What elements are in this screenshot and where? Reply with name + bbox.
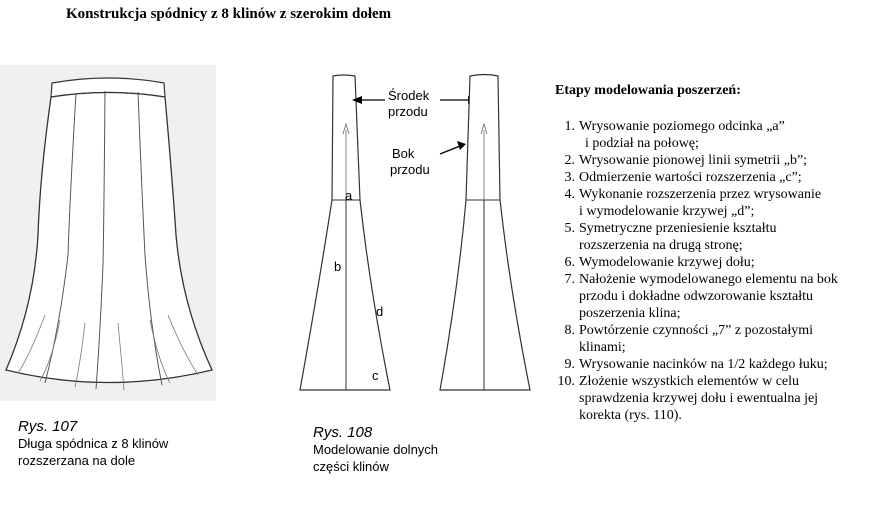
figure-107-caption [18, 418, 168, 469]
figure-107-skirt-drawing [0, 65, 216, 401]
arrow-bok-icon [440, 141, 466, 154]
step-item: 1. Wrysowanie poziomego odcinka „a” i podział na połowę; [564, 119, 785, 151]
steps-list [555, 118, 890, 424]
step-item: 6. Wymodelowanie krzywej dołu; [564, 255, 755, 270]
step-item: 10. Złożenie wszystkich elementów w celu sprawdzenia krzywej dołu i ewentualna jej korekta (rys. 110). [557, 374, 819, 423]
step-item: 9. Wrysowanie nacinków na 1/2 każdego łuku; [564, 357, 828, 372]
steps-title: Etapy modelowania poszerzeń: [555, 83, 741, 98]
label-bok-line2: przodu [390, 162, 430, 177]
label-bok-line1: Bok [392, 146, 415, 161]
step-item: 3. Odmierzenie wartości rozszerzenia „c”; [564, 170, 802, 185]
figure-108-caption-line1: Modelowanie dolnych [313, 442, 439, 457]
step-item: 8. Powtórzenie czynności „7” z pozostałymi klinami; [564, 323, 814, 355]
figure-107-number: Rys. 107 [18, 418, 78, 435]
figure-108-caption [313, 424, 438, 475]
label-b: b [334, 259, 342, 274]
label-d: d [376, 304, 384, 319]
step-item: 5. Symetryczne przeniesienie kształtu rozszerzenia na drugą stronę; [564, 221, 777, 253]
label-a: a [345, 188, 353, 203]
step-item: 2. Wrysowanie pionowej linii symetrii „b”; [564, 153, 808, 168]
step-item: 4. Wykonanie rozszerzenia przez wrysowanie i wymodelowanie krzywej „d”; [564, 187, 822, 219]
label-c: c [372, 368, 379, 383]
figure-107-caption-line1: Długa spódnica z 8 klinów [18, 436, 169, 451]
figure-107-caption-line2: rozszerzana na dole [18, 453, 136, 468]
label-srodek-line2: przodu [388, 104, 428, 119]
page-title: Konstrukcja spódnicy z 8 klinów z szerokim dołem [66, 6, 392, 22]
arrow-left-icon [352, 96, 385, 104]
figure-108-panel-drawing [290, 60, 550, 400]
figure-108-caption-line2: części klinów [313, 459, 389, 474]
step-item: 7. Nałożenie wymodelowanego elementu na bok przodu i dokładne odwzorowanie kształtu poszerzenia klina; [564, 272, 838, 321]
label-srodek-line1: Środek [388, 88, 430, 103]
right-panel-outline [440, 75, 530, 391]
figure-108-number: Rys. 108 [313, 424, 373, 441]
left-panel-outline [300, 75, 390, 390]
